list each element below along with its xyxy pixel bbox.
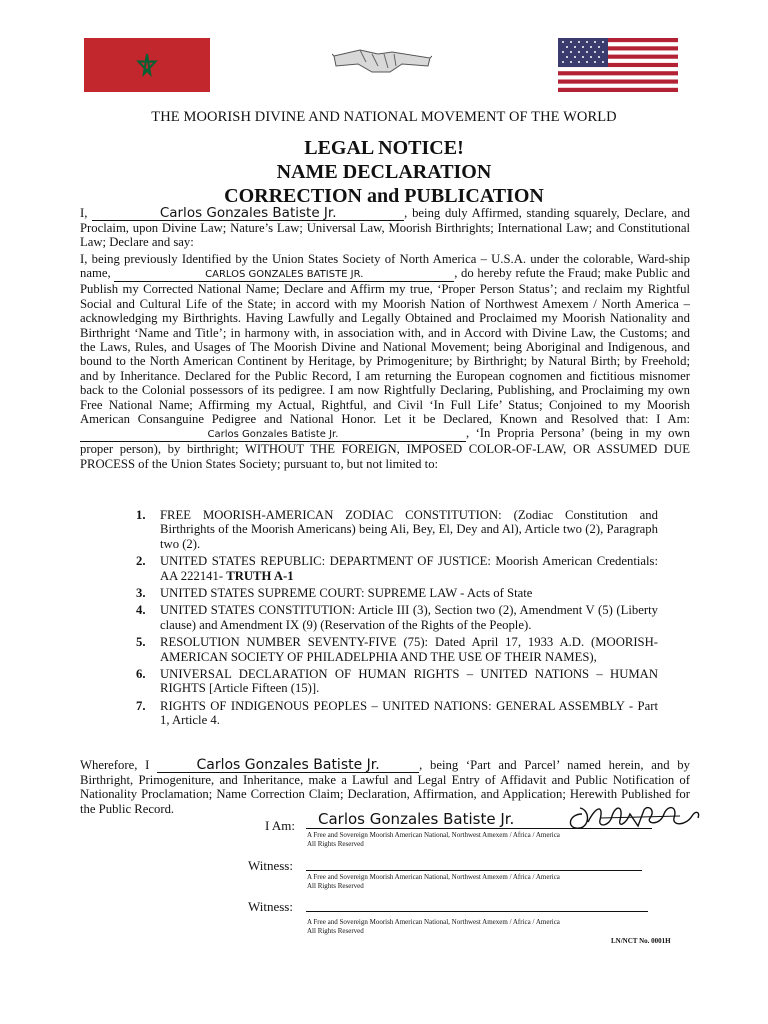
list-item: 5. RESOLUTION NUMBER SEVENTY-FIVE (75): Dated April 17, 1933 A.D. (MOORISH-AMERICAN SOCIETY OF PHILADELPHIA AND THE USE OF THEIR NAMES), xyxy=(136,635,658,664)
witness-1-signature-line xyxy=(306,870,642,871)
document-reference-number: LN/NCT No. 0001H xyxy=(611,937,671,945)
title-name-declaration: NAME DECLARATION xyxy=(276,161,492,183)
list-item: 3. UNITED STATES SUPREME COURT: SUPREME LAW - Acts of State xyxy=(136,586,533,601)
witness-2-fine-print: A Free and Sovereign Moorish American National, Northwest Amexem / Africa / America All Rights Reserved xyxy=(307,918,560,935)
title-legal-notice: LEGAL NOTICE! xyxy=(304,137,464,159)
wherefore-start: Wherefore, I xyxy=(80,758,158,772)
organization-name: THE MOORISH DIVINE AND NATIONAL MOVEMENT OF THE WORLD xyxy=(151,109,617,125)
handshake-icon xyxy=(332,42,432,76)
wardship-name-field: CARLOS GONZALES BATISTE JR. xyxy=(114,268,454,282)
declaration-start: I, being previously Identified by the Union States Society of North America – U.S.A. under the colorable, Ward-ship name, xyxy=(80,252,690,281)
handwritten-signature xyxy=(560,796,706,836)
pentagram-star-icon xyxy=(132,50,162,80)
i-am-label: I Am: xyxy=(265,818,295,833)
declaration-paragraph xyxy=(80,252,690,471)
list-item: 7. RIGHTS OF INDIGENOUS PEOPLES – UNITED NATIONS: GENERAL ASSEMBLY - Part 1, Article 4. xyxy=(136,698,658,728)
list-item: 1. FREE MOORISH-AMERICAN ZODIAC CONSTITUTION: (Zodiac Constitution and Birthrights of the Moorish Americans) being Ali, Bey, El, Dey and Al), Article two (2), Paragraph two (2). xyxy=(136,508,658,551)
witness-1-fine-print: A Free and Sovereign Moorish American National, Northwest Amexem / Africa / America All Rights Reserved xyxy=(307,873,560,890)
declarant-name-field: Carlos Gonzales Batiste Jr. xyxy=(92,207,404,221)
wherefore-name-field: Carlos Gonzales Batiste Jr. xyxy=(157,759,419,773)
i-am-printed-name: Carlos Gonzales Batiste Jr. xyxy=(318,810,515,828)
intro-rest: , being duly Affirmed, standing squarely, Declare, and Proclaim, upon Divine Law; Nature’s Law; Universal Law, Moorish Birthrights; International Law; and Constitutional Law; Declare and say: xyxy=(80,206,690,250)
declaration-middle: , do hereby refute the Fraud; make Public and Publish my Corrected National Name; Declare and Affirm my true, ‘Proper Person Status’; and reclaim my Rightful Social and Cultural Life of the State; in accord with my Moorish Nation of Northwest Amexem / North America – acknowledging my Birthrights. Having Lawfully and Legally Obtained and Proclaimed my Moorish Nationality and Birthright ‘Name and Title’; in harmony with, in association with, and in Accord with Divine Law, the Customs; and the Laws, Rules, and Usages of The Moorish Divine and National Movement; being Aboriginal and Indigenous, and bound to the North American Continent by Heritage, by Primogeniture; by Birthright; by Natural Birth; by Freehold; and by Inheritance. Declared for the Public Record, I am returning the European cognomen and fictitious misnomer back to the Colonial possessors of its pedigree. I am now Rightfully Declaring, Publishing, and Proclaiming my own Free National Name; Affirming my Actual, Rightful, and Civil ‘In Full Life’ Status; Conjoined to my Moorish American Consanguine Pedigree and National Honor. Let it be Declared, Known and Resolved that: I Am: xyxy=(80,266,690,427)
title-correction-publication: CORRECTION and PUBLICATION xyxy=(224,185,544,207)
i-am-fine-print: A Free and Sovereign Moorish American National, Northwest Amexem / Africa / America All Rights Reserved xyxy=(307,831,560,848)
declaration-end: , ‘In Propria Persona’ (being in my own proper person), by birthright; WITHOUT THE FOREIGN, IMPOSED COLOR-OF-LAW, OR ASSUMED DUE PROCESS of the Union States Society; pursuant to, but not limited to: xyxy=(80,426,690,471)
intro-start: I, xyxy=(80,206,93,220)
list-item: 6. UNIVERSAL DECLARATION OF HUMAN RIGHTS – UNITED NATIONS – HUMAN RIGHTS [Article Fifteen (15)]. xyxy=(136,667,658,696)
witness-1-label: Witness: xyxy=(248,858,293,873)
resolved-name-field: Carlos Gonzales Batiste Jr. xyxy=(80,428,466,442)
authority-list xyxy=(136,508,658,731)
morocco-flag-icon xyxy=(84,38,210,92)
us-flag-icon xyxy=(558,38,678,92)
witness-2-signature-line xyxy=(306,911,648,912)
intro-paragraph xyxy=(80,206,690,250)
list-item: 2. UNITED STATES REPUBLIC: DEPARTMENT OF JUSTICE: Moorish American Credentials: AA 222141- TRUTH A-1 xyxy=(136,554,658,583)
list-item: 4. UNITED STATES CONSTITUTION: Article III (3), Section two (2), Amendment V (5) (Liberty clause) and Amendment IX (9) (Reservation of the Rights of the People). xyxy=(136,603,658,632)
wherefore-rest: , being ‘Part and Parcel’ named herein, and by Birthright, Primogeniture, and Inheritance, make a Lawful and Legal Entry of Affidavit and Public Notification of Nationality Proclamation; Name Correction Claim; Declaration, Affirmation, and Application; Herewith Published for the Public Record. xyxy=(80,758,690,816)
witness-2-label: Witness: xyxy=(248,899,293,914)
